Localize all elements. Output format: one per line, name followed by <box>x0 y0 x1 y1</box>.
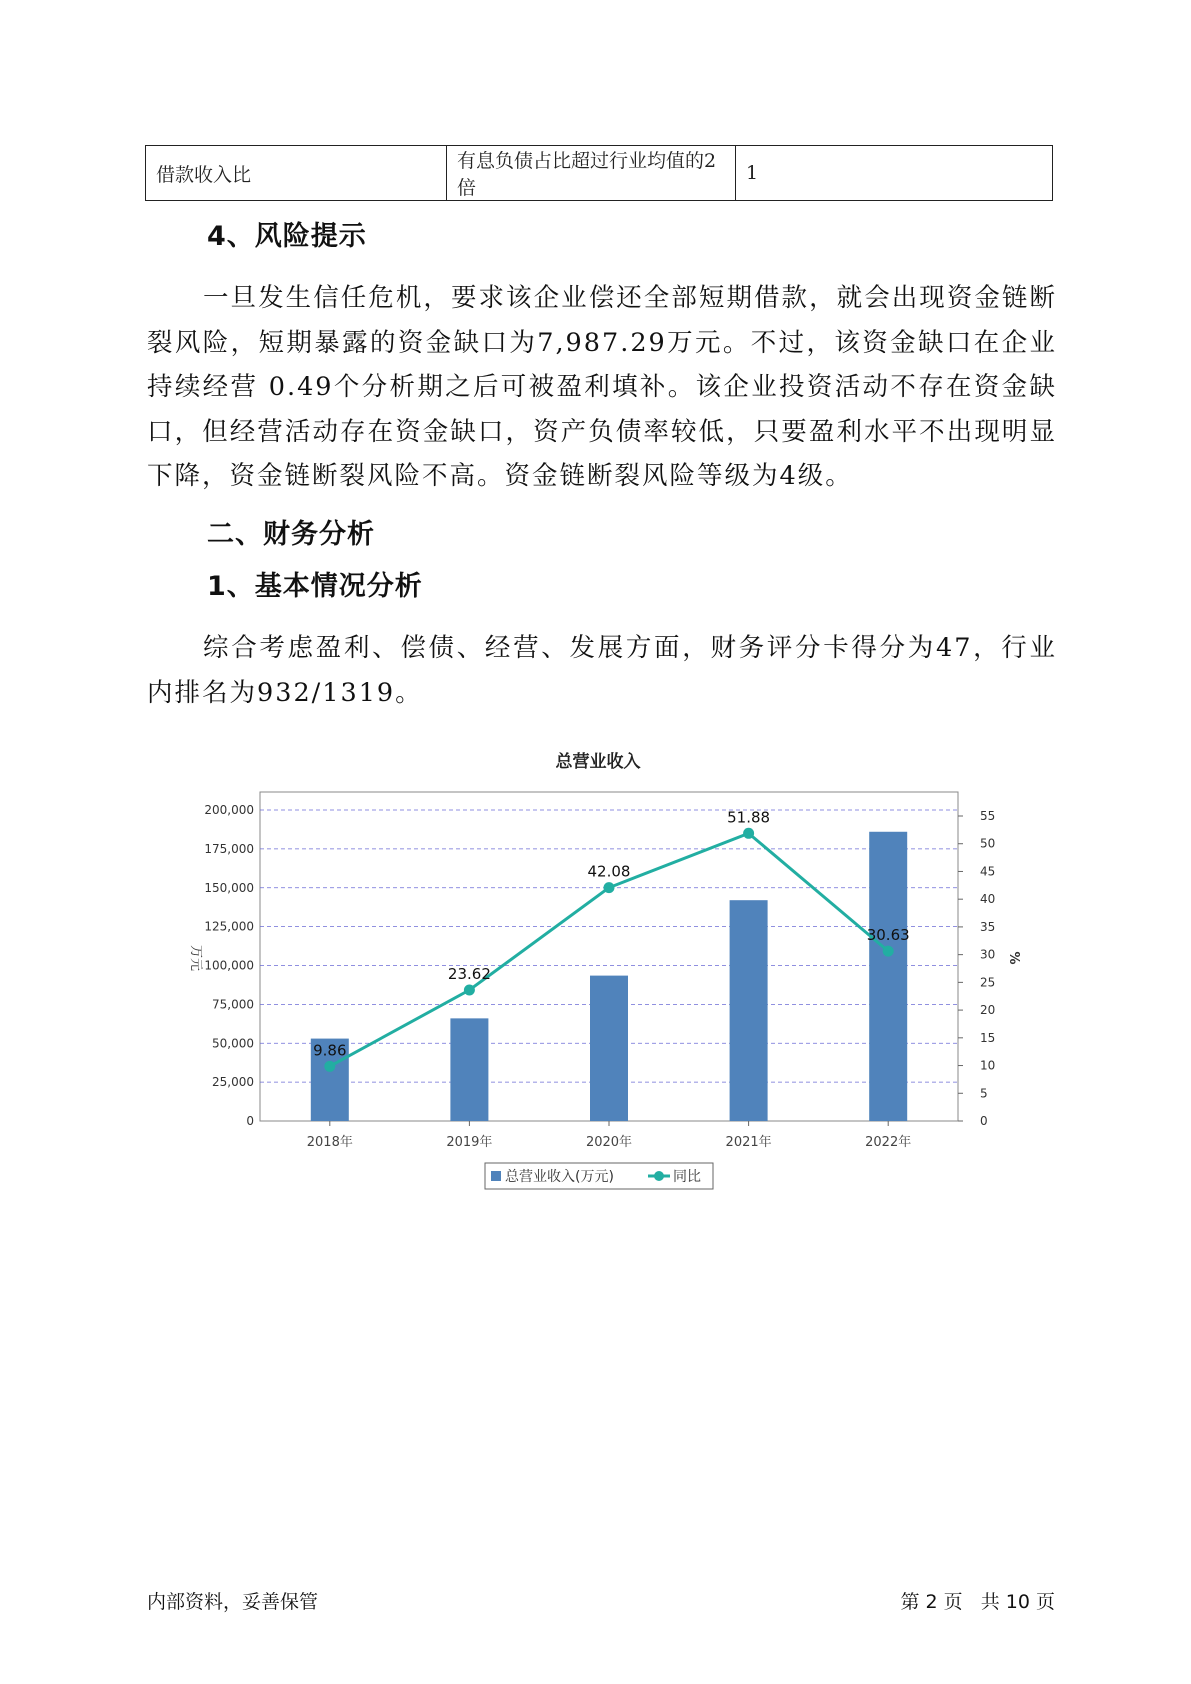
risk-paragraph: 一旦发生信任危机，要求该企业偿还全部短期借款，就会出现资金链断裂风险，短期暴露的资金缺口为7,987.29万元。不过，该资金缺口在企业持续经营 0.49个分析期之后可被盈利填补。该企业投资活动不存在资金缺口，但经营活动存在资金缺口，资产负债率较低，只要盈利水平不出现明显下降，资金链断裂风险不高。资金链断裂风险等级为4级。 <box>147 283 1057 491</box>
yoy-point <box>324 1061 335 1072</box>
x-tick-label: 2022年 <box>865 1135 912 1150</box>
legend-bar-label: 总营业收入(万元) <box>505 1169 614 1185</box>
data-label: 9.86 <box>313 1041 347 1060</box>
y2-tick-label: 50 <box>980 836 996 851</box>
x-tick-label: 2019年 <box>446 1135 493 1150</box>
y-tick-label: 0 <box>246 1114 254 1128</box>
yoy-point <box>743 828 754 839</box>
y2-tick-label: 40 <box>980 892 996 907</box>
bar <box>590 976 628 1121</box>
section-risk-title: 4、风险提示 <box>207 221 367 252</box>
section-financial-title: 二、财务分析 <box>207 519 375 550</box>
x-tick-label: 2021年 <box>725 1135 772 1150</box>
y2-tick-label: 25 <box>980 975 996 990</box>
bar <box>450 1018 488 1121</box>
footer-left: 内部资料，妥善保管 <box>147 1591 319 1613</box>
table-cell: 借款收入比 <box>146 146 447 201</box>
y2-tick-label: 45 <box>980 864 996 879</box>
data-label: 23.62 <box>447 965 491 984</box>
legend-line-marker <box>654 1171 664 1181</box>
y-axis-label: 万元 <box>188 944 203 972</box>
data-label: 51.88 <box>727 808 771 827</box>
data-label: 30.63 <box>866 926 910 945</box>
table-cell: 有息负债占比超过行业均值的2倍 <box>447 146 736 201</box>
legend-line-label: 同比 <box>673 1169 701 1185</box>
y-tick-label: 50,000 <box>212 1036 254 1051</box>
y2-tick-label: 55 <box>980 809 996 823</box>
y2-tick-label: 20 <box>980 1003 996 1018</box>
legend-bar-swatch <box>491 1171 501 1181</box>
yoy-point <box>604 882 615 893</box>
y2-tick-label: 15 <box>980 1030 996 1045</box>
y2-axis-label: % <box>1006 951 1021 965</box>
chart-title: 总营业收入 <box>555 752 641 772</box>
x-tick-label: 2018年 <box>306 1135 353 1150</box>
y2-tick-label: 0 <box>980 1114 988 1128</box>
y2-tick-label: 35 <box>980 919 996 934</box>
data-label: 42.08 <box>587 862 631 881</box>
y-tick-label: 25,000 <box>212 1075 254 1090</box>
bar <box>730 900 768 1121</box>
section-basic-title: 1、基本情况分析 <box>207 571 423 602</box>
y-tick-label: 150,000 <box>204 880 254 895</box>
y2-tick-label: 30 <box>980 947 996 962</box>
y-tick-label: 175,000 <box>204 841 254 856</box>
table-cell: 1 <box>736 146 1053 201</box>
y-tick-label: 200,000 <box>204 803 254 817</box>
yoy-point <box>883 946 894 957</box>
y2-tick-label: 5 <box>980 1086 988 1101</box>
bar <box>869 832 907 1121</box>
y-tick-label: 125,000 <box>204 919 254 934</box>
x-tick-label: 2020年 <box>585 1135 633 1150</box>
footer-page-number: 第 2 页 共 10 页 <box>900 1591 1055 1613</box>
y2-tick-label: 10 <box>980 1058 996 1073</box>
basic-paragraph: 综合考虑盈利、偿债、经营、发展方面，财务评分卡得分为47，行业内排名为932/1319。 <box>147 633 1057 708</box>
y-tick-label: 75,000 <box>212 997 254 1012</box>
y-tick-label: 100,000 <box>204 958 254 973</box>
yoy-point <box>464 985 475 996</box>
